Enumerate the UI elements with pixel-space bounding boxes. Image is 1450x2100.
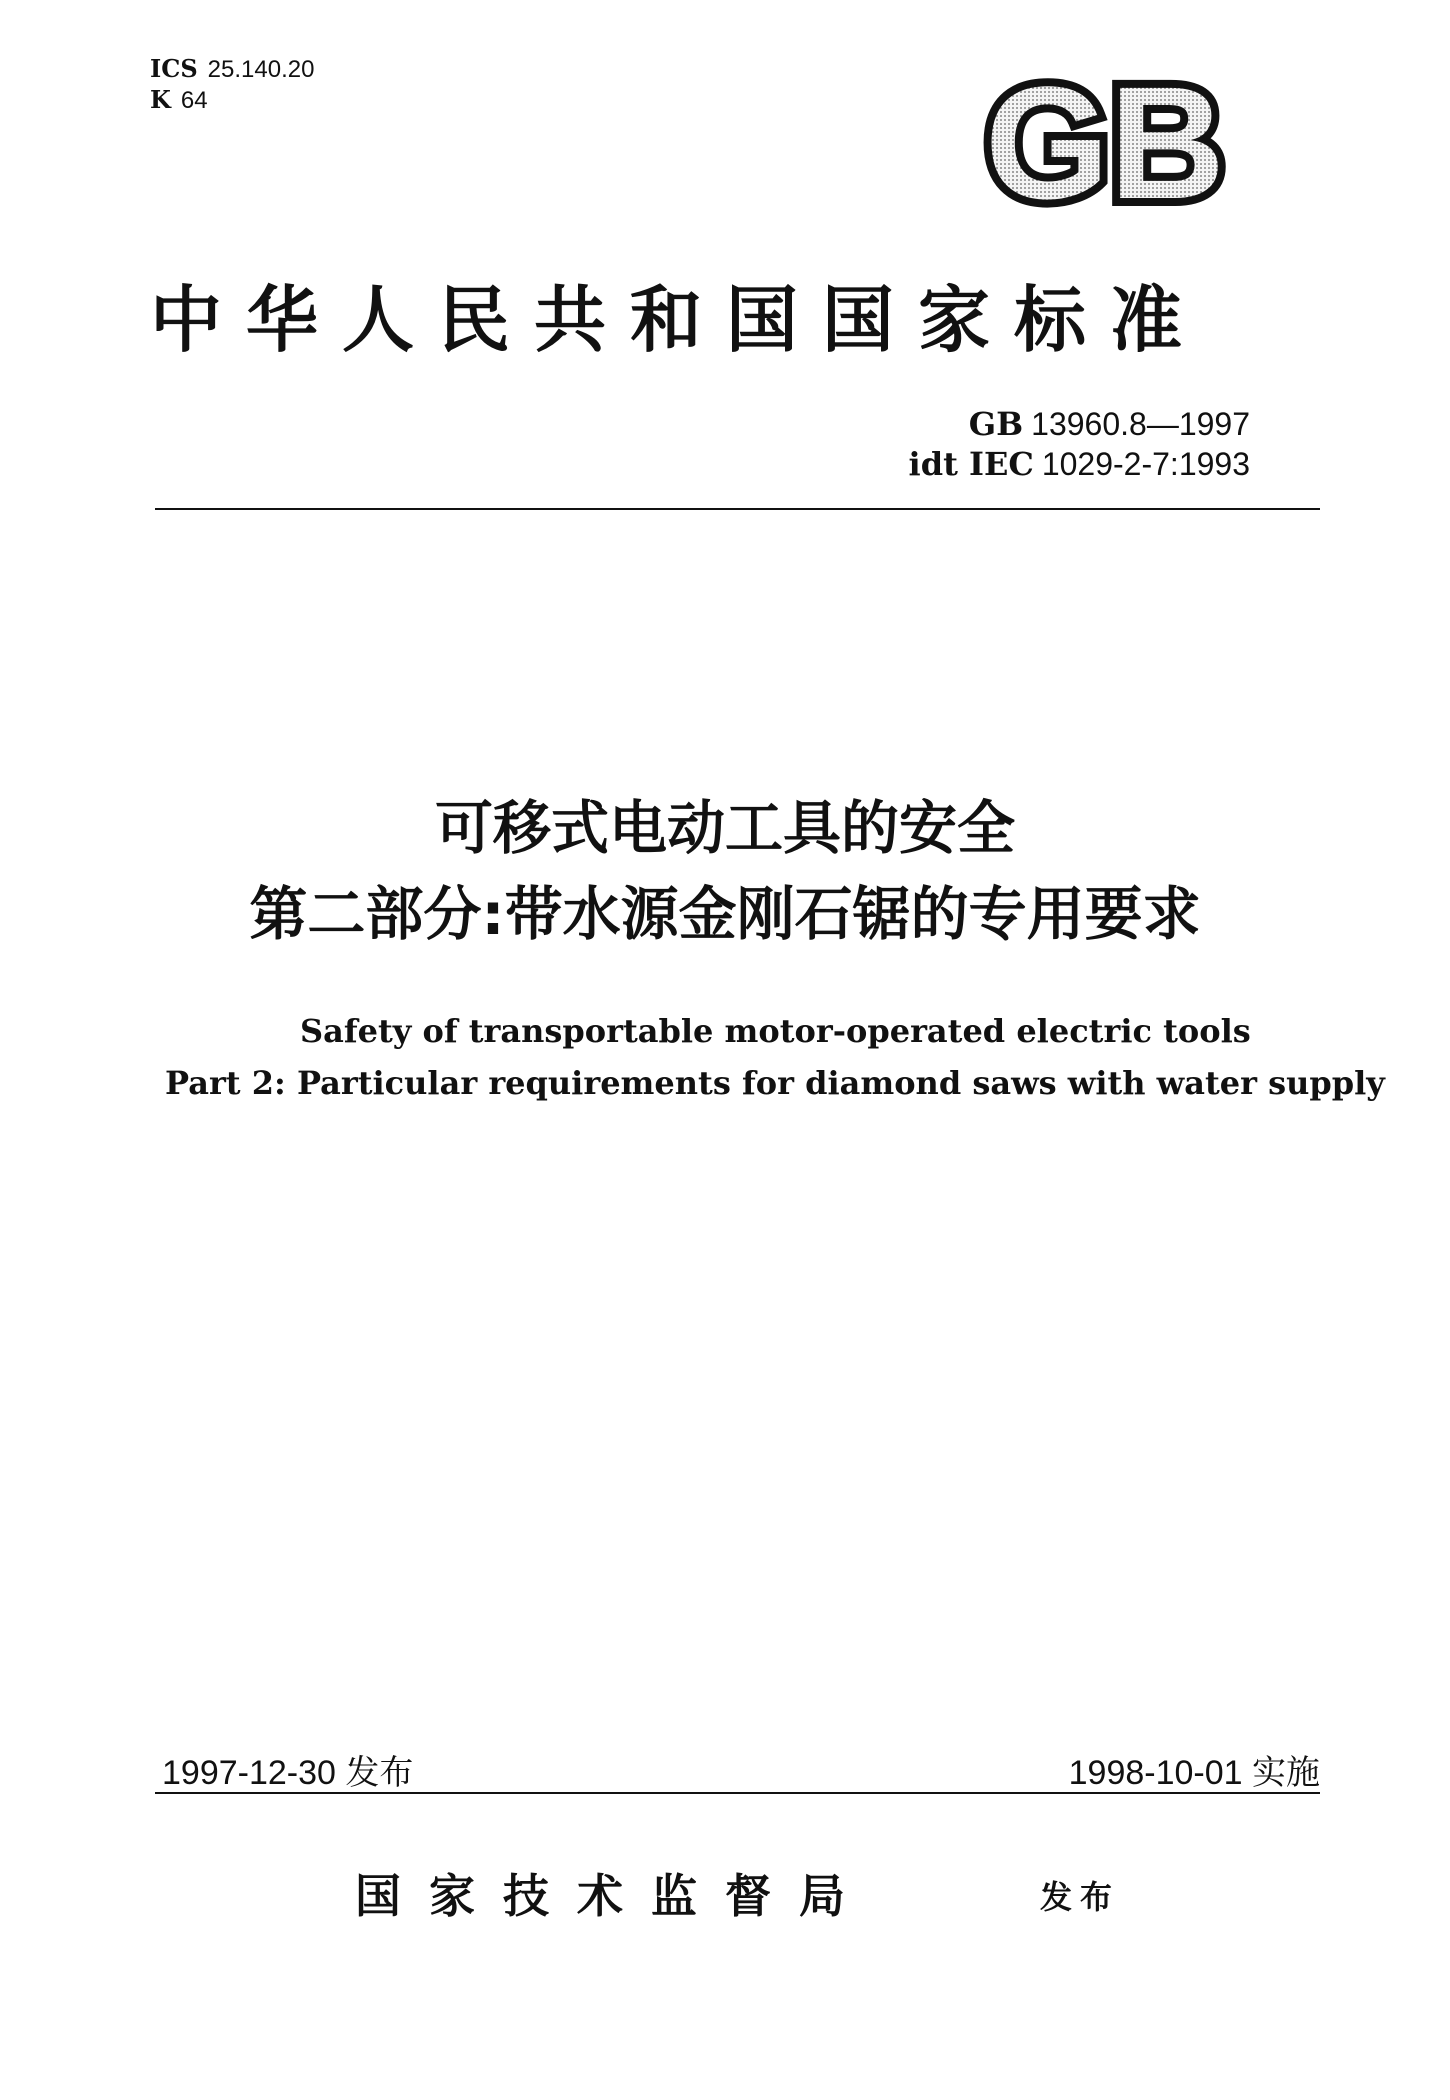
logo-text: GB [985,70,1225,220]
title-zh-line1: 可移式电动工具的安全 [434,794,1015,862]
national-standard-title: 中华人民共和国国家标准 [150,277,1207,362]
classification-codes [150,54,314,116]
ics-code [150,54,314,85]
gb-label: GB [968,405,1024,443]
bottom-divider [155,1792,1320,1794]
standard-number [909,404,1250,484]
implementation-date: 1998-10-01 实施 [1068,1754,1320,1792]
release-date: 1997-12-30 发布 [162,1754,414,1792]
top-divider [155,508,1320,510]
idt-value: 1029-2-7:1993 [1041,446,1250,482]
gb-value: 13960.8—1997 [1031,406,1250,442]
class-label: K [150,85,171,114]
ics-label: ICS [150,54,198,83]
title-en-line1: Safety of transportable motor-operated electric tools [300,1012,1251,1050]
gb-number [909,404,1250,444]
idt-label: idt IEC [908,445,1034,483]
gb-logo [975,70,1235,220]
class-value: 64 [180,87,208,114]
title-zh-line2: 第二部分:带水源金刚石锯的专用要求 [249,880,1201,948]
issuer-action: 发布 [1040,1878,1121,1916]
title-en-line2: Part 2: Particular requirements for diamond saws with water supply [165,1064,1385,1102]
class-code [150,85,314,116]
ics-value: 25.140.20 [207,56,315,83]
idt-number [909,444,1250,484]
issuer-name: 国家技术监督局 [355,1869,873,1923]
